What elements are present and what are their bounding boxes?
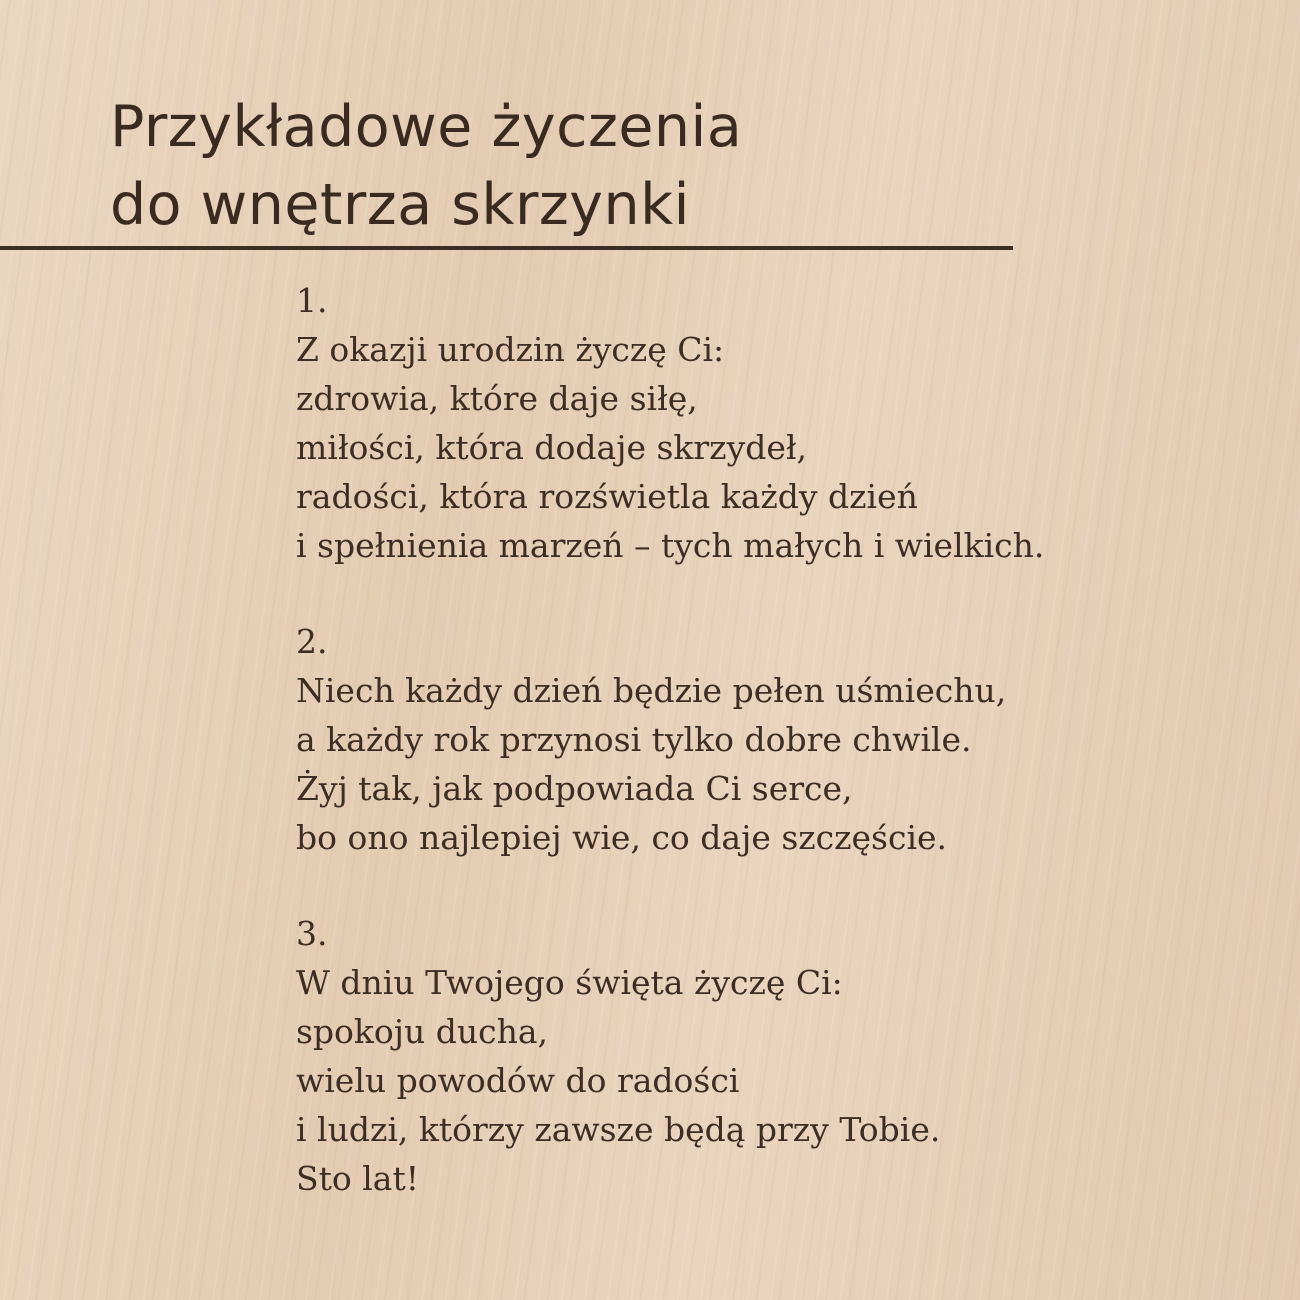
wish-line: bo ono najlepiej wie, co daje szczęście. [296,818,948,857]
wish-line: Niech każdy dzień będzie pełen uśmiechu, [296,671,1007,710]
wish-line: miłości, która dodaje skrzydeł, [296,428,808,467]
wish-line: i spełnienia marzeń – tych małych i wielkich. [296,526,1045,565]
wish-line: zdrowia, które daje siłę, [296,379,698,418]
wish-number: 3. [296,914,328,953]
wish-line: spokoju ducha, [296,1012,549,1051]
wish-line: Z okazji urodzin życzę Ci: [296,330,725,369]
wish-3 [296,909,1276,1203]
wish-line: radości, która rozświetla każdy dzień [296,477,918,516]
wish-line: a każdy rok przynosi tylko dobre chwile. [296,720,972,759]
wish-number: 2. [296,622,328,661]
title-line-2: do wnętrza skrzynki [110,172,691,238]
wish-line: Żyj tak, jak podpowiada Ci serce, [296,769,853,808]
wishes-list [296,276,1276,1250]
title-line-1: Przykładowe życzenia [110,94,743,160]
wish-2 [296,617,1276,862]
wish-number: 1. [296,281,328,320]
wish-1 [296,276,1276,570]
page-title [110,88,742,244]
wish-line: wielu powodów do radości [296,1061,740,1100]
title-divider [0,246,1013,250]
wish-line: i ludzi, którzy zawsze będą przy Tobie. [296,1110,941,1149]
wish-line: Sto lat! [296,1159,419,1198]
wish-line: W dniu Twojego święta życzę Ci: [296,963,843,1002]
